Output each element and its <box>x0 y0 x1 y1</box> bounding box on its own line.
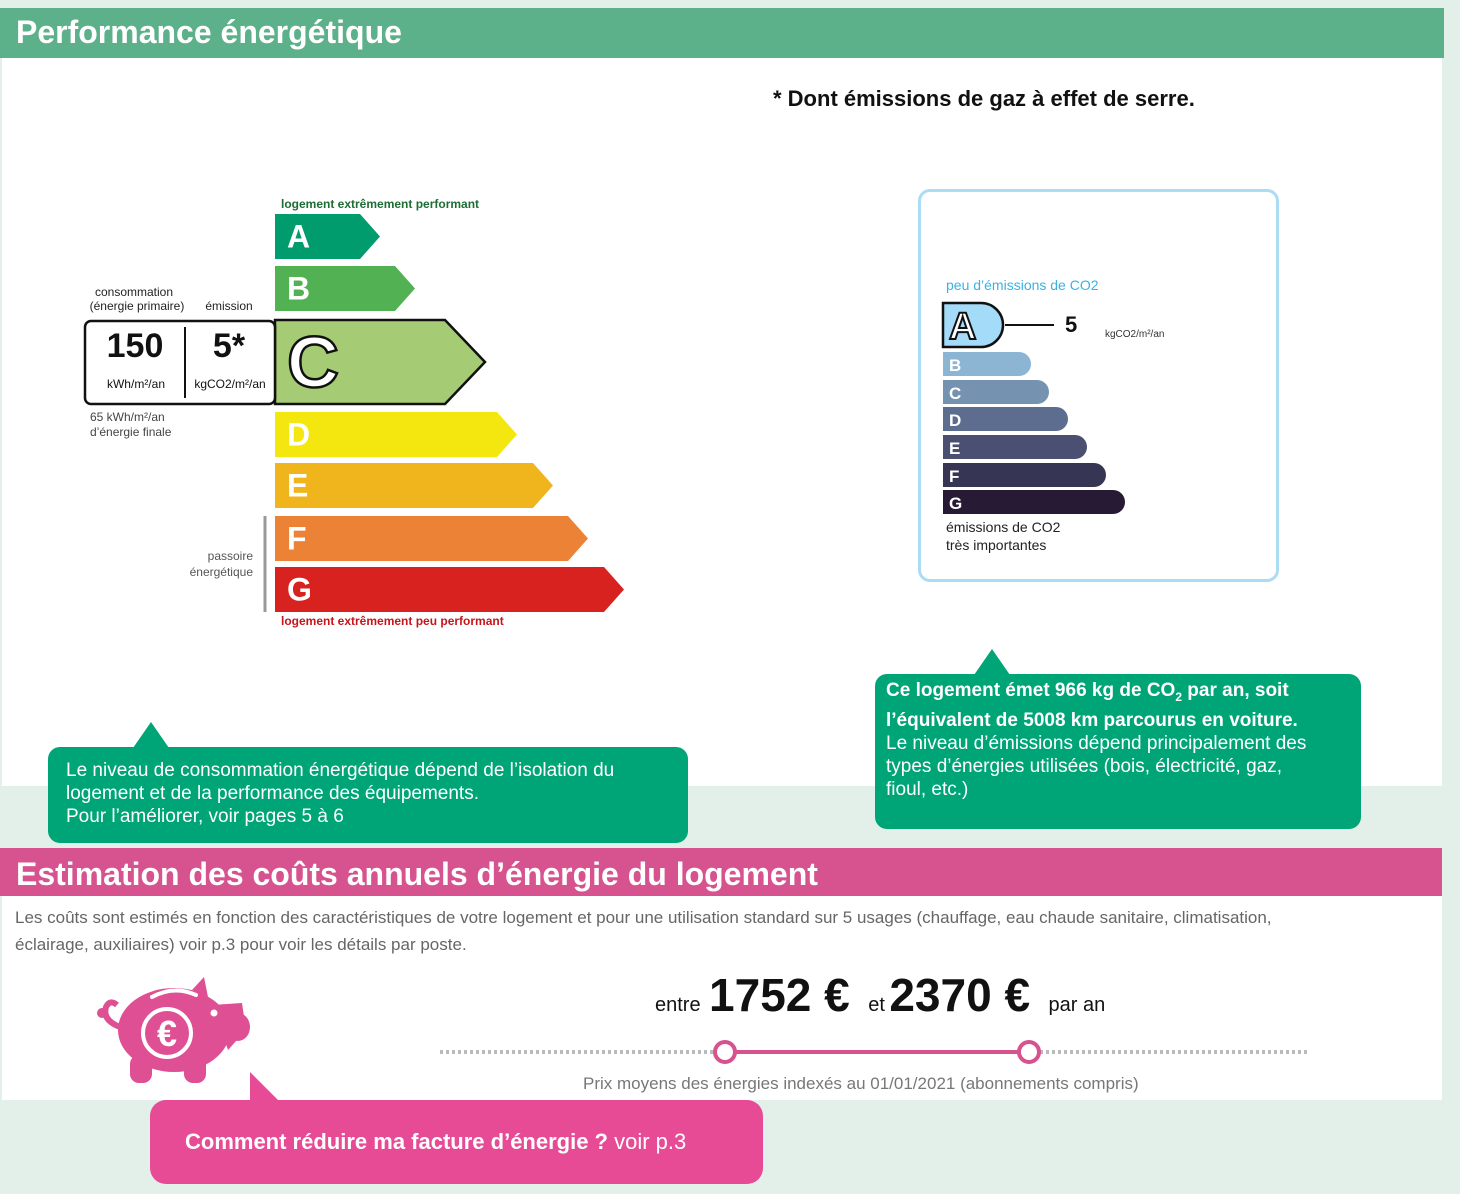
ges-class-letter-g: G <box>949 494 963 513</box>
passoire-label-2: énergétique <box>189 565 253 579</box>
cta-bubble-pointer <box>250 1072 280 1102</box>
ges-class-bars <box>943 303 1125 514</box>
ges-bottom-label-1: émissions de CO2 <box>946 519 1061 535</box>
energy-bubble-line-2: logement et de la performance des équipements. <box>66 783 479 804</box>
energy-section-header <box>0 8 1444 58</box>
energy-bottom-label: logement extrêmement peu performant <box>281 614 504 628</box>
energy-label-chart <box>0 180 660 650</box>
ges-bubble-bold-1-post: par an, soit <box>1182 680 1289 701</box>
ges-unit: kgCO2/m²/an <box>1105 329 1165 340</box>
price-per-year: par an <box>1048 994 1106 1016</box>
final-energy-1: 65 kWh/m²/an <box>90 410 165 424</box>
price-and: et <box>868 994 885 1016</box>
ges-bubble-line-4: types d’énergies utilisées (bois, électricité, gaz, <box>886 755 1283 777</box>
ges-class-letter-e: E <box>949 439 961 458</box>
costs-section-title: Estimation des coûts annuels d’énergie du logement <box>16 856 818 892</box>
energy-bubble-line-3: Pour l’améliorer, voir pages 5 à 6 <box>66 806 344 827</box>
ges-bubble-pointer <box>974 649 1010 675</box>
ges-top-label: peu d’émissions de CO2 <box>946 277 1099 293</box>
energy-bubble-line-1: Le niveau de consommation énergétique dépend de l’isolation du <box>66 760 615 781</box>
energy-class-bar-d <box>275 412 517 457</box>
piggy-euro-symbol: € <box>156 1013 178 1054</box>
energy-class-bar-f <box>275 516 588 561</box>
ges-class-letter-a: A <box>949 306 977 348</box>
energy-class-bar-g <box>275 567 624 612</box>
consumption-header-2: (énergie primaire) <box>89 299 185 313</box>
prices-note: Prix moyens des énergies indexés au 01/01/2021 (abonnements compris) <box>583 1074 1139 1093</box>
price-between: entre <box>655 994 701 1016</box>
ges-class-bar-d <box>943 407 1068 431</box>
reduce-bill-cta[interactable] <box>150 1100 763 1184</box>
consumption-value: 150 <box>106 327 164 365</box>
ges-class-bar-e <box>943 435 1087 459</box>
costs-section-header <box>0 848 1442 896</box>
consumption-header-1: consommation <box>94 285 174 299</box>
ges-info-bubble <box>875 674 1361 829</box>
ges-label-chart <box>930 270 1260 560</box>
costs-intro <box>15 904 1435 958</box>
ges-bubble-bold-1-sub: 2 <box>1175 689 1183 704</box>
energy-class-letter-a: A <box>287 218 311 255</box>
energy-bubble-pointer <box>133 722 169 748</box>
energy-info-bubble <box>48 747 688 843</box>
energy-class-letter-f: F <box>287 520 307 557</box>
passoire-label-1: passoire <box>207 549 253 563</box>
price-estimate <box>655 968 1105 1022</box>
emission-unit: kgCO2/m²/an <box>194 377 266 391</box>
final-energy-2: d’énergie finale <box>90 425 172 439</box>
price-range-high-marker <box>1019 1042 1039 1062</box>
ges-bubble-line-3: Le niveau d’émissions dépend principalement des <box>886 732 1307 754</box>
ges-bubble-bold-1-pre: Ce logement émet 966 kg de CO <box>886 680 1176 701</box>
price-range-scale <box>430 1038 1320 1068</box>
ges-bottom-label-2: très importantes <box>946 537 1047 553</box>
ges-class-bar-g <box>943 490 1125 514</box>
energy-section-title: Performance énergétique <box>16 14 402 50</box>
ges-class-letter-d: D <box>949 411 962 430</box>
energy-class-letter-e: E <box>287 467 309 504</box>
ges-bubble-bold-2: l’équivalent de 5008 km parcourus en voiture. <box>886 709 1298 731</box>
cta-link[interactable]: voir p.3 <box>614 1129 687 1154</box>
price-low: 1752 € <box>709 969 850 1021</box>
energy-class-letter-c: C <box>287 323 339 403</box>
ges-value: 5 <box>1065 312 1078 337</box>
ges-bubble-line-5: fioul, etc.) <box>886 778 969 800</box>
energy-class-letter-b: B <box>287 270 311 307</box>
energy-top-label: logement extrêmement performant <box>281 197 480 211</box>
ges-class-bar-f <box>943 463 1106 487</box>
costs-intro-line-1: Les coûts sont estimés en fonction des caractéristiques de votre logement et pour une utilisation standard sur 5 usages (chauffage, eau chaude sanitaire, climatisation, <box>15 908 1272 927</box>
consumption-unit: kWh/m²/an <box>106 377 166 391</box>
energy-class-bar-e <box>275 463 553 508</box>
emission-header: émission <box>205 299 253 313</box>
ges-class-letter-c: C <box>949 384 962 403</box>
price-high: 2370 € <box>889 969 1031 1021</box>
ges-class-letter-f: F <box>949 467 960 486</box>
energy-class-letter-d: D <box>287 416 311 453</box>
ges-footnote: * Dont émissions de gaz à effet de serre. <box>773 86 1195 111</box>
energy-class-bars <box>275 214 624 612</box>
costs-intro-line-2: éclairage, auxiliaires) voir p.3 pour voir les détails par poste. <box>15 935 467 954</box>
emission-value: 5* <box>212 327 246 365</box>
energy-class-letter-g: G <box>287 571 312 608</box>
ges-class-letter-b: B <box>949 356 962 375</box>
piggy-bank-euro-icon <box>92 975 252 1085</box>
cta-text: Comment réduire ma facture d’énergie ? <box>185 1129 608 1154</box>
price-range-low-marker <box>715 1042 735 1062</box>
